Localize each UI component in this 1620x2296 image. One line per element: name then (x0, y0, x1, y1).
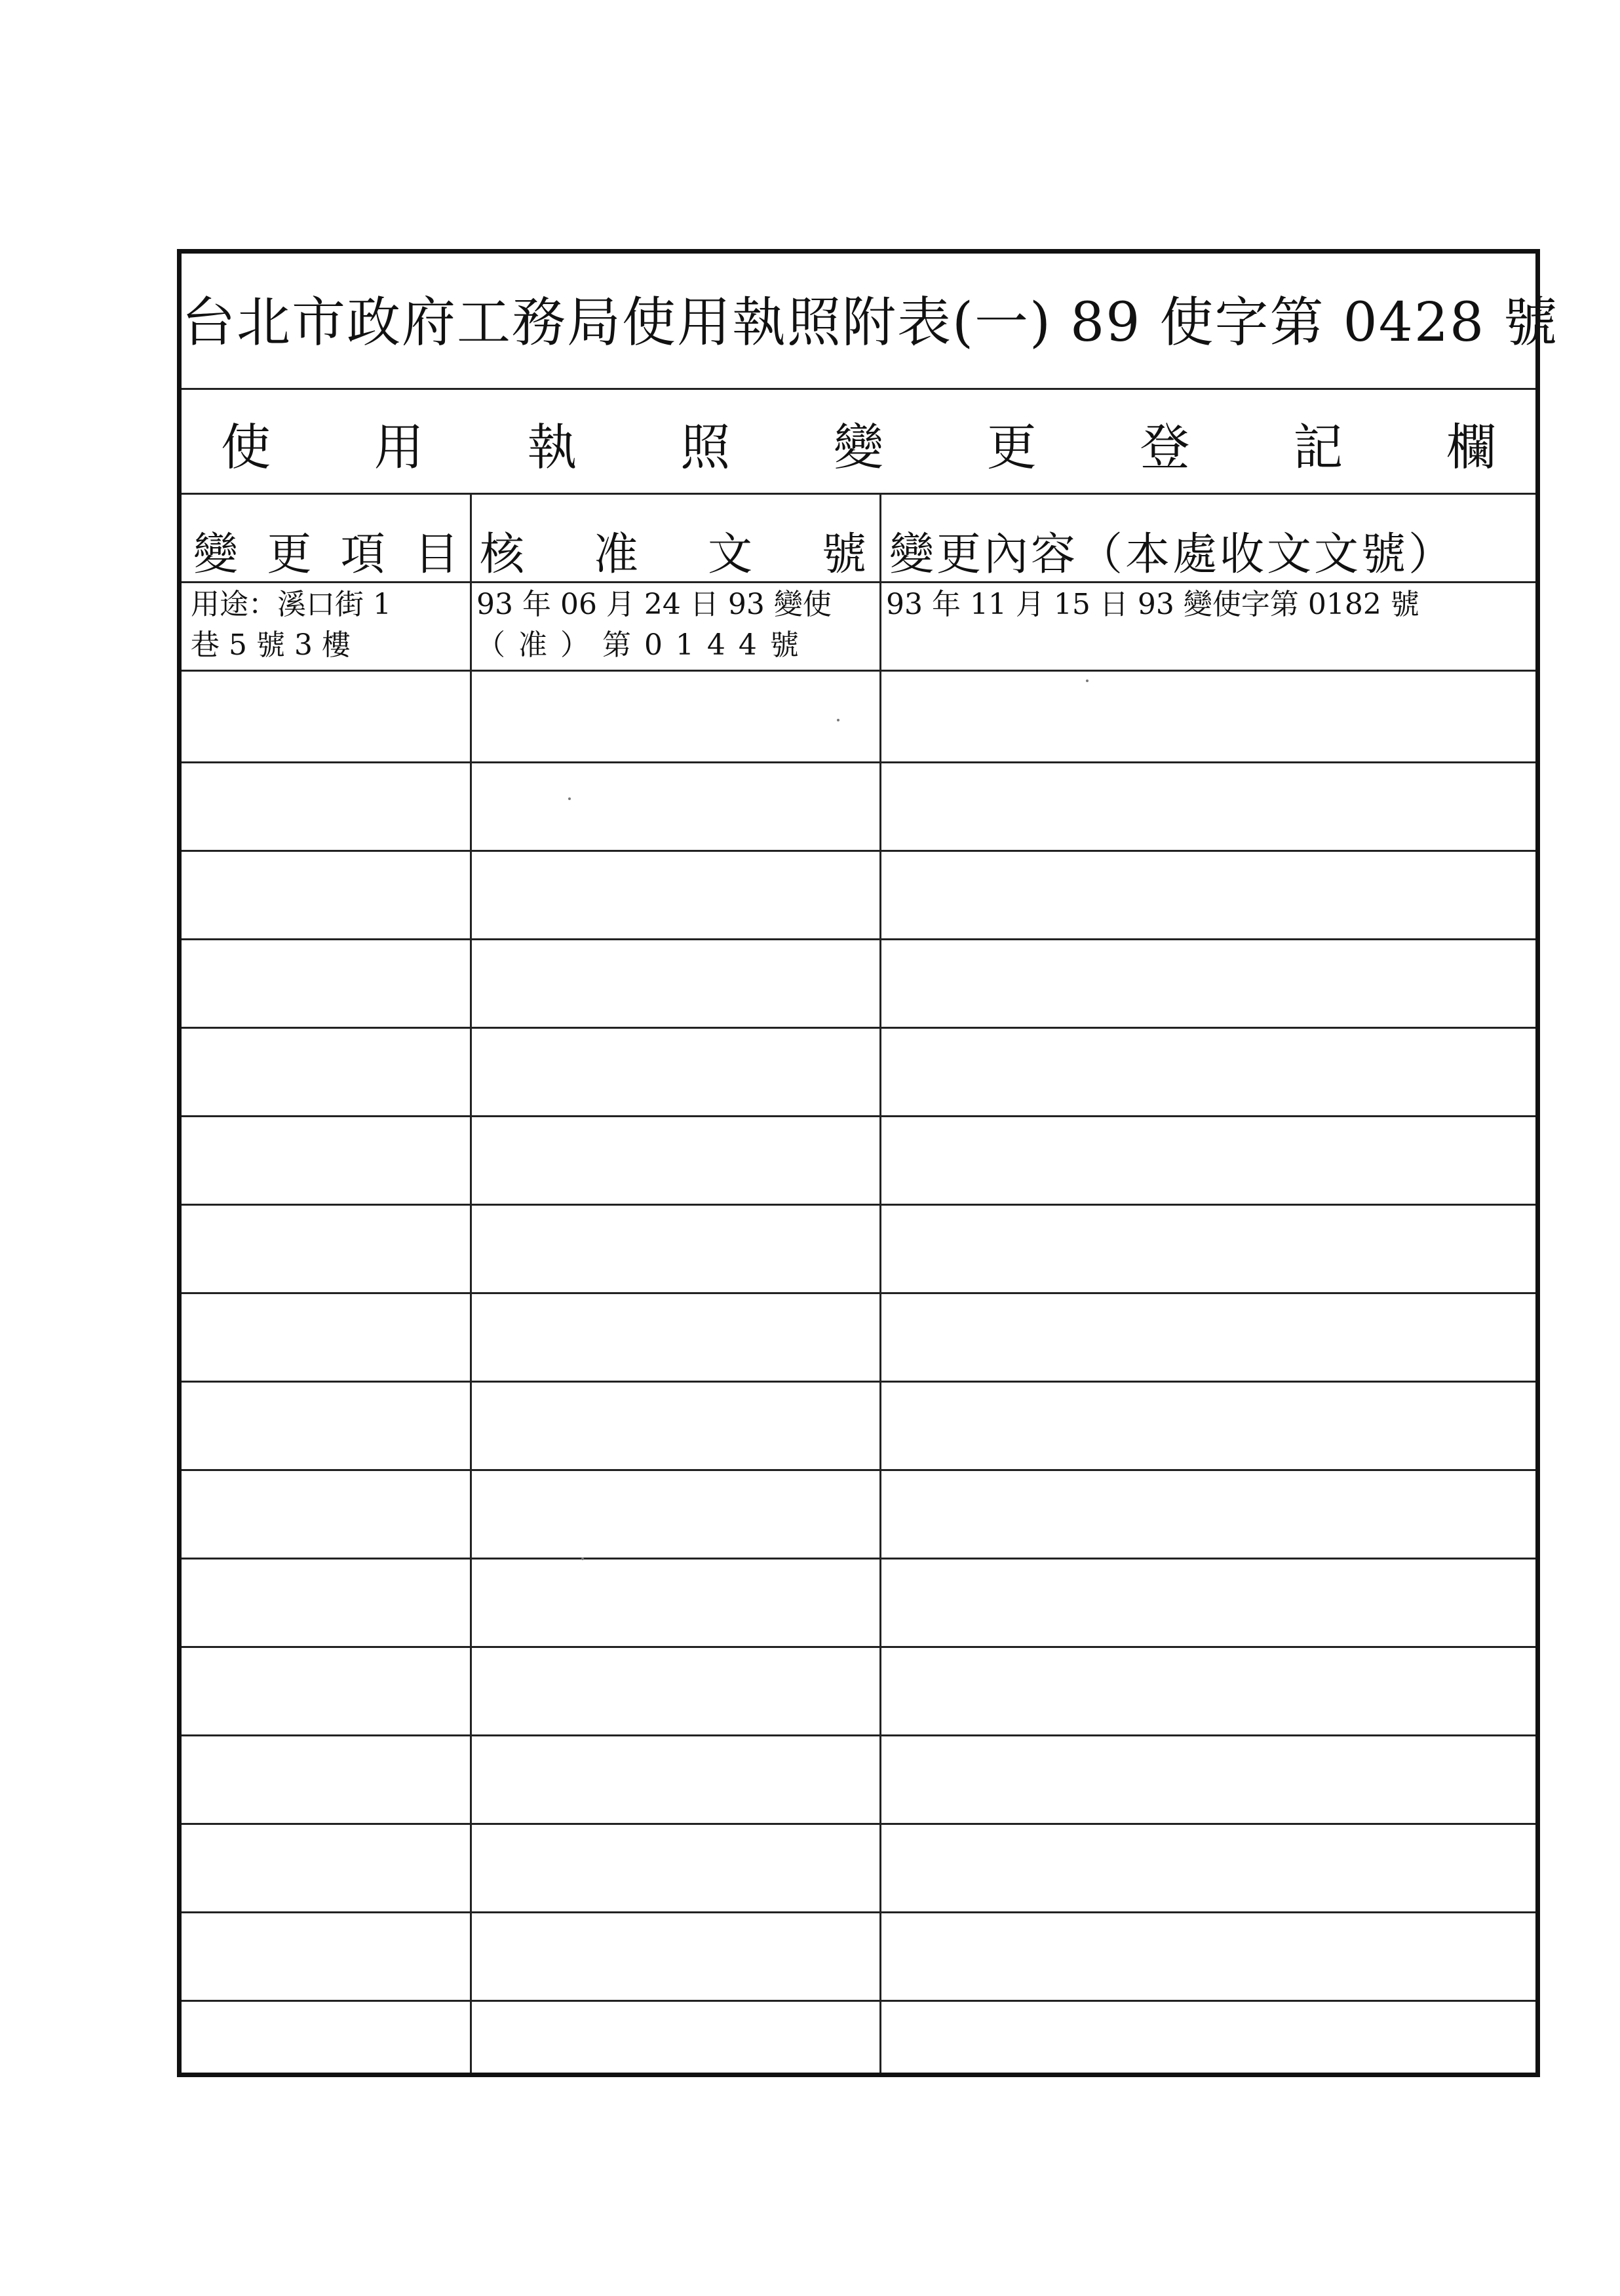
row-divider (182, 761, 1535, 763)
column-header-content: 變更內容（本處收文文號） (889, 529, 1456, 581)
license-attachment-table (177, 249, 1559, 2077)
subtitle-char: 用 (374, 418, 424, 476)
scan-speck (581, 1558, 584, 1560)
row-divider (182, 1823, 1535, 1825)
subtitle-char: 照 (680, 418, 731, 476)
row-divider (182, 1292, 1535, 1294)
approval-line-1: 93 年 06 月 24 日 93 變使 (476, 588, 832, 621)
row-divider (182, 1115, 1535, 1117)
header-char: 目 (414, 529, 459, 581)
item-line-1: 用途：溪口街 1 (191, 588, 391, 621)
row-divider (182, 1646, 1535, 1648)
divider (182, 493, 1535, 495)
column-header-item (193, 519, 459, 583)
divider (182, 581, 1535, 583)
column-header-approval (480, 519, 866, 583)
row-divider (182, 1381, 1535, 1383)
row-divider (182, 1911, 1535, 1913)
subtitle-char: 使 (221, 418, 271, 476)
row-divider (182, 938, 1535, 940)
header-char: 變 (193, 529, 239, 581)
row-divider (182, 2000, 1535, 2002)
divider (182, 388, 1535, 390)
section-subtitle (221, 408, 1496, 479)
header-char: 更 (267, 529, 312, 581)
document-title: 台北市政府工務局使用執照附表(一) 89 使字第 0428 號 (182, 292, 1559, 354)
row-divider (182, 1734, 1535, 1736)
header-char: 核 (480, 529, 525, 581)
row-divider (182, 1469, 1535, 1471)
column-divider (470, 493, 472, 2073)
row-divider (182, 1558, 1535, 1559)
header-char: 文 (707, 529, 752, 581)
item-line-2: 巷 5 號 3 樓 (191, 628, 351, 662)
approval-line-2: （ 准 ） 第 0 1 4 4 號 (476, 628, 801, 662)
header-char: 號 (821, 529, 866, 581)
scan-speck (568, 797, 571, 800)
scan-speck (1086, 679, 1089, 682)
header-char: 准 (593, 529, 638, 581)
subtitle-char: 執 (527, 418, 577, 476)
subtitle-char: 更 (986, 418, 1037, 476)
row-divider (182, 670, 1535, 672)
header-char: 項 (340, 529, 385, 581)
column-divider (879, 493, 881, 2073)
subtitle-char: 變 (834, 418, 883, 476)
subtitle-char: 記 (1293, 418, 1343, 476)
subtitle-char: 欄 (1446, 418, 1496, 476)
scan-speck (837, 719, 839, 721)
row-divider (182, 1204, 1535, 1206)
row-divider (182, 850, 1535, 852)
subtitle-char: 登 (1140, 418, 1190, 476)
content-line-1: 93 年 11 月 15 日 93 變使字第 0182 號 (886, 588, 1419, 621)
row-divider (182, 1027, 1535, 1029)
